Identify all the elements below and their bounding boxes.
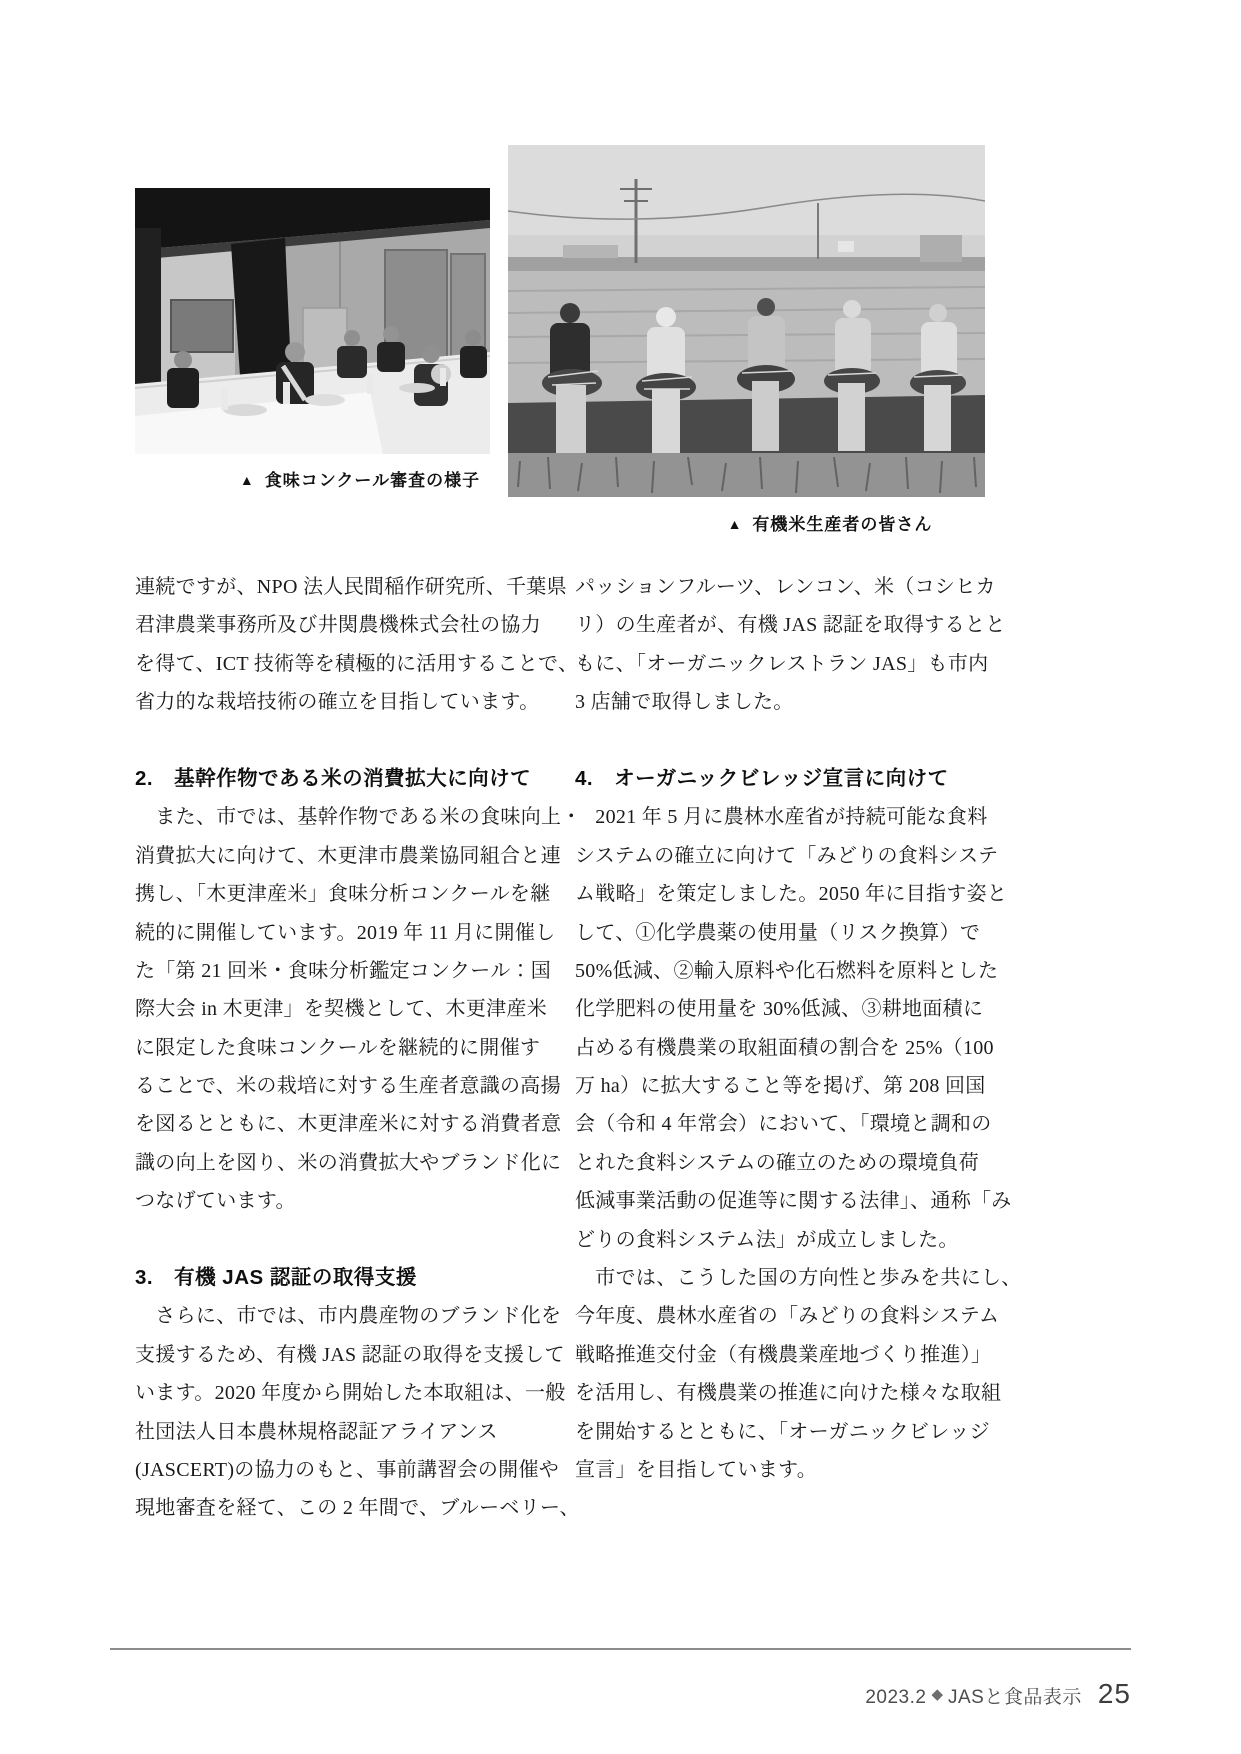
text-line: して、①化学農薬の使用量（リスク換算）で	[575, 921, 981, 944]
photo-caption-left	[150, 466, 570, 491]
text-line: つなげています。	[135, 1190, 296, 1213]
text-line: を得て、ICT 技術等を積極的に活用することで、	[135, 652, 579, 675]
text-line: 万 ha）に拡大すること等を掲げ、第 208 回国	[575, 1075, 986, 1098]
triangle-marker-icon: ▲	[727, 516, 743, 532]
text-line: 50%低減、②輸入原料や化石燃料を原料とした	[575, 959, 999, 982]
text-line: 今年度、農林水産省の「みどりの食料システム	[575, 1305, 1000, 1328]
text-line: 支援するため、有機 JAS 認証の取得を支援して	[135, 1343, 565, 1366]
distant-sign	[838, 241, 854, 252]
text-line: 低減事業活動の促進等に関する法律」、通称「み	[575, 1190, 1012, 1213]
text-line: 識の向上を図り、米の消費拡大やブランド化に	[135, 1151, 562, 1174]
text-line: さらに、市では、市内農産物のブランド化を	[135, 1305, 562, 1328]
page-footer	[865, 1678, 1131, 1710]
paragraph-organic-jas-continuation	[575, 568, 1023, 722]
text-line: 社団法人日本農林規格認証アライアンス	[135, 1420, 498, 1443]
photo-taste-contest-judging	[135, 188, 490, 454]
paragraph-organic-village	[575, 798, 1023, 1489]
section-heading-3: 3. 有機 JAS 認証の取得支援	[135, 1266, 417, 1290]
blackboard	[171, 300, 233, 352]
text-line: 君津農業事務所及び井関農機株式会社の協力	[135, 614, 541, 637]
photo-caption-right	[640, 510, 1020, 535]
text-line: に限定した食味コンクールを継続的に開催す	[135, 1036, 541, 1059]
distant-building	[920, 235, 962, 262]
text-line: 市では、こうした国の方向性と歩みを共にし、	[575, 1267, 1022, 1290]
text-line: ム戦略」を策定しました。2050 年に目指す姿と	[575, 883, 1008, 906]
text-line: た「第 21 回米・食味分析鑑定コンクール：国	[135, 959, 552, 982]
text-line: 戦略推進交付金（有機農業産地づくり推進）」	[575, 1343, 992, 1366]
text-line: 会（令和 4 年常会）において、「環境と調和の	[575, 1113, 992, 1136]
text-line: を図るとともに、木更津産米に対する消費者意	[135, 1113, 562, 1136]
text-line: 連続ですが、NPO 法人民間稲作研究所、千葉県	[135, 576, 567, 598]
distant-building	[563, 245, 618, 258]
text-line: 消費拡大に向けて、木更津市農業協同組合と連	[135, 844, 561, 867]
taste-contest-photo-illustration	[135, 188, 490, 454]
text-line: リ）の生産者が、有機 JAS 認証を取得するとと	[575, 614, 1006, 637]
text-line: もに、「オーガニックレストラン JAS」も市内	[575, 652, 989, 675]
rice-field-photo-illustration	[508, 145, 985, 497]
paragraph-rice-consumption	[135, 798, 582, 1220]
text-line: また、市では、基幹作物である米の食味向上・	[135, 806, 582, 829]
caption-text-right: 有機米生産者の皆さん	[752, 515, 933, 534]
text-column-right	[575, 568, 1023, 1489]
text-line: 3 店舗で取得しました。	[575, 691, 794, 714]
paragraph-organic-jas-support	[135, 1297, 580, 1527]
photo-organic-rice-producers	[508, 145, 985, 497]
text-line: 際大会 in 木更津」を契機として、木更津産米	[135, 998, 548, 1021]
text-line: ることで、米の栽培に対する生産者意識の高揚	[135, 1075, 561, 1098]
treeline	[508, 257, 985, 273]
section-heading-2: 2. 基幹作物である米の消費拡大に向けて	[135, 766, 532, 790]
text-line: 占める有機農業の取組面積の割合を 25%（100	[575, 1036, 994, 1059]
triangle-marker-icon: ▲	[239, 472, 255, 488]
paragraph-ict-continuation	[135, 568, 579, 722]
footer-journal-title: JASと食品表示	[947, 1687, 1082, 1708]
text-line: とれた食料システムの確立のための環境負荷	[575, 1151, 979, 1174]
text-line: 化学肥料の使用量を 30%低減、③耕地面積に	[575, 998, 984, 1021]
caption-text-left: 食味コンクール審査の様子	[264, 471, 481, 490]
text-line: を開始するとともに、「オーガニックビレッジ	[575, 1420, 990, 1443]
text-column-left	[135, 568, 582, 1528]
text-line: (JASCERT)の協力のもと、事前講習会の開催や	[135, 1458, 560, 1481]
text-line: を活用し、有機農業の推進に向けた様々な取組	[575, 1382, 1002, 1405]
text-line: 省力的な栽培技術の確立を目指しています。	[135, 691, 540, 714]
footer-rule	[110, 1648, 1131, 1650]
text-line: 携し、「木更津産米」食味分析コンクールを継	[135, 883, 551, 906]
diamond-icon: ◆	[931, 1686, 943, 1703]
text-line: パッションフルーツ、レンコン、米（コシヒカ	[575, 576, 996, 598]
section-heading-4: 4. オーガニックビレッジ宣言に向けて	[575, 766, 949, 790]
text-line: どりの食料システム法」が成立しました。	[575, 1228, 959, 1251]
text-line: 2021 年 5 月に農林水産省が持続可能な食料	[575, 806, 988, 829]
text-line: 続的に開催しています。2019 年 11 月に開催し	[135, 921, 556, 944]
text-line: システムの確立に向けて「みどりの食料システ	[575, 844, 999, 867]
footer-issue-date: 2023.2	[865, 1687, 927, 1708]
text-line: います。2020 年度から開始した本取組は、一般	[135, 1382, 566, 1405]
text-line: 宣言」を目指しています。	[575, 1458, 817, 1481]
text-line: 現地審査を経て、この 2 年間で、ブルーベリー、	[135, 1497, 580, 1520]
footer-page-number: 25	[1097, 1678, 1131, 1709]
